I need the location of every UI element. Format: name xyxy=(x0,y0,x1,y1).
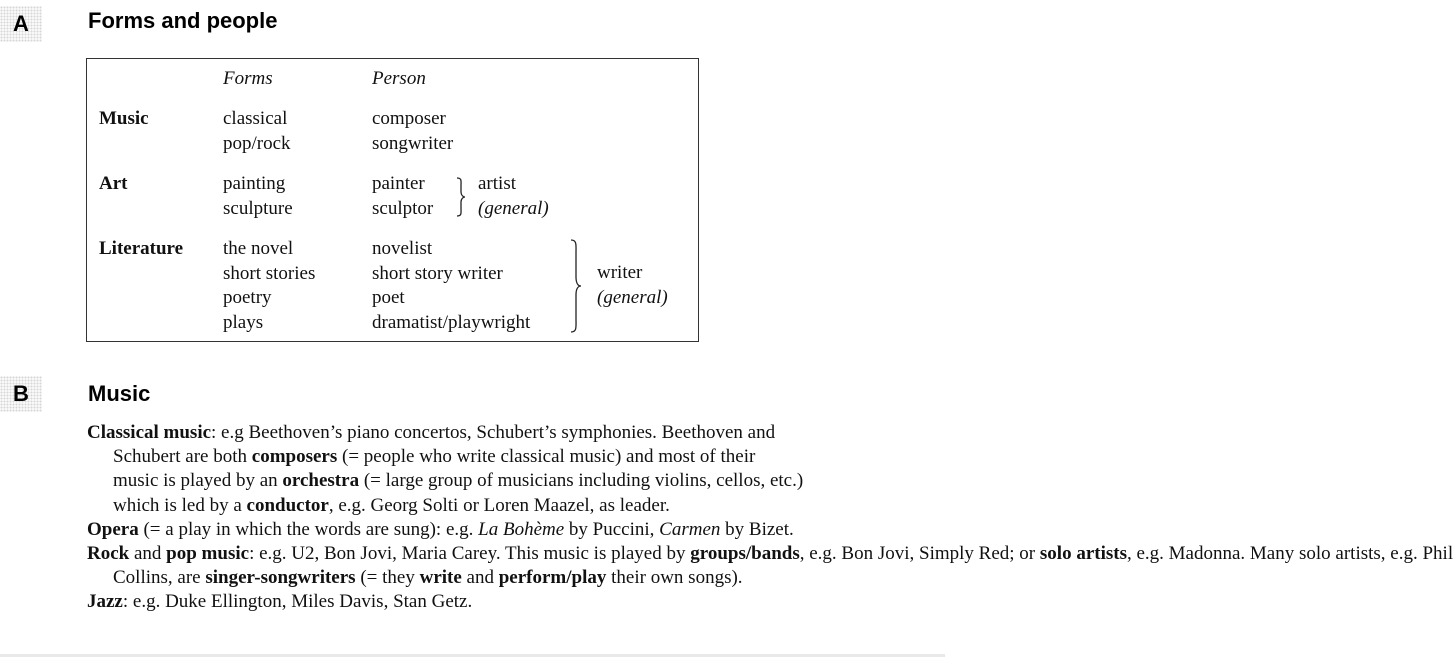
literature-general-note: (general) xyxy=(597,286,668,308)
form-item: the novel xyxy=(223,238,294,259)
form-item: painting xyxy=(223,173,286,194)
italic-title: La Bohème xyxy=(478,518,565,540)
bold-term: pop music xyxy=(166,543,250,565)
section-b-title: Music xyxy=(88,381,151,406)
row-label-music: Music xyxy=(99,108,149,129)
text-run: (= they xyxy=(355,567,420,589)
text-run: (= people who write classical music) and most of their xyxy=(337,446,756,468)
text-run: music is played by an xyxy=(113,470,283,492)
music-persons xyxy=(372,107,453,156)
text-run: Schubert are both xyxy=(113,446,252,468)
row-label-art: Art xyxy=(99,173,128,194)
text-run: by Puccini, xyxy=(564,518,660,540)
section-b-letter: B xyxy=(0,376,42,412)
person-item: composer xyxy=(372,108,446,129)
bold-term: perform/play xyxy=(498,567,607,589)
form-item: poetry xyxy=(223,287,272,308)
bold-term: groups/bands xyxy=(690,543,800,565)
paragraph-classical xyxy=(87,421,917,518)
text-run: , e.g. Madonna. Many solo artists, e.g. Phil xyxy=(1126,543,1453,565)
person-item: novelist xyxy=(372,238,433,259)
art-general-term: artist xyxy=(478,173,516,194)
paragraph-rock-pop xyxy=(87,542,1453,590)
italic-title: Carmen xyxy=(659,518,721,540)
bold-term: write xyxy=(419,567,462,589)
column-header-forms: Forms xyxy=(223,68,273,89)
literature-forms xyxy=(223,237,315,335)
person-item: poet xyxy=(372,287,405,308)
art-general-note: (general) xyxy=(478,197,549,219)
person-item: sculptor xyxy=(372,197,434,219)
paragraph-opera xyxy=(87,518,917,542)
text-run: : e.g. U2, Bon Jovi, Maria Carey. This music is played by xyxy=(249,543,691,565)
form-item: short stories xyxy=(223,262,316,284)
person-item: songwriter xyxy=(372,132,454,154)
text-run: (= large group of musicians including violins, cellos, etc.) xyxy=(359,470,804,492)
form-item: classical xyxy=(223,108,288,129)
text-run: (= a play in which the words are sung): e.g. xyxy=(138,518,479,540)
bold-term: orchestra xyxy=(282,470,360,492)
text-run: Collins, are xyxy=(113,567,206,589)
literature-persons xyxy=(372,237,530,335)
text-run: and xyxy=(129,543,167,565)
bold-term: singer-songwriters xyxy=(205,567,356,589)
text-run: : e.g Beethoven’s piano concertos, Schubert’s symphonies. Beethoven and xyxy=(211,422,776,443)
text-run: by Bizet. xyxy=(720,518,794,540)
music-body-text xyxy=(87,421,1453,615)
art-general xyxy=(478,172,549,221)
text-run: : e.g. Duke Ellington, Miles Davis, Stan Getz. xyxy=(122,591,473,613)
bold-term: Jazz xyxy=(87,591,123,613)
person-item: short story writer xyxy=(372,262,503,284)
bold-term: Rock xyxy=(87,543,130,565)
literature-brace xyxy=(569,239,583,333)
form-item: sculpture xyxy=(223,197,293,219)
section-a-letter: A xyxy=(0,6,42,42)
form-item: pop/rock xyxy=(223,132,291,154)
bold-term: conductor xyxy=(246,494,329,516)
forms-people-table xyxy=(86,58,699,342)
bold-term: solo artists xyxy=(1039,543,1127,565)
column-header-person: Person xyxy=(372,68,426,89)
text-run: , e.g. Georg Solti or Loren Maazel, as leader. xyxy=(328,494,670,516)
literature-general-term: writer xyxy=(597,262,643,283)
row-label-literature: Literature xyxy=(99,238,184,259)
person-item: painter xyxy=(372,173,425,194)
bold-term: composers xyxy=(251,446,338,468)
text-run: their own songs). xyxy=(606,567,743,589)
art-forms xyxy=(223,172,293,221)
literature-general xyxy=(597,261,668,310)
music-forms xyxy=(223,107,291,156)
art-brace xyxy=(455,177,467,217)
bold-term: Opera xyxy=(87,518,139,540)
paragraph-jazz xyxy=(87,590,917,614)
text-run: which is led by a xyxy=(113,494,247,516)
bold-term: Classical music xyxy=(87,422,212,443)
person-item: dramatist/playwright xyxy=(372,311,531,333)
text-run: , e.g. Bon Jovi, Simply Red; or xyxy=(799,543,1040,565)
form-item: plays xyxy=(223,311,264,333)
text-run: and xyxy=(461,567,499,589)
art-persons xyxy=(372,172,433,221)
section-a-title: Forms and people xyxy=(88,8,278,33)
